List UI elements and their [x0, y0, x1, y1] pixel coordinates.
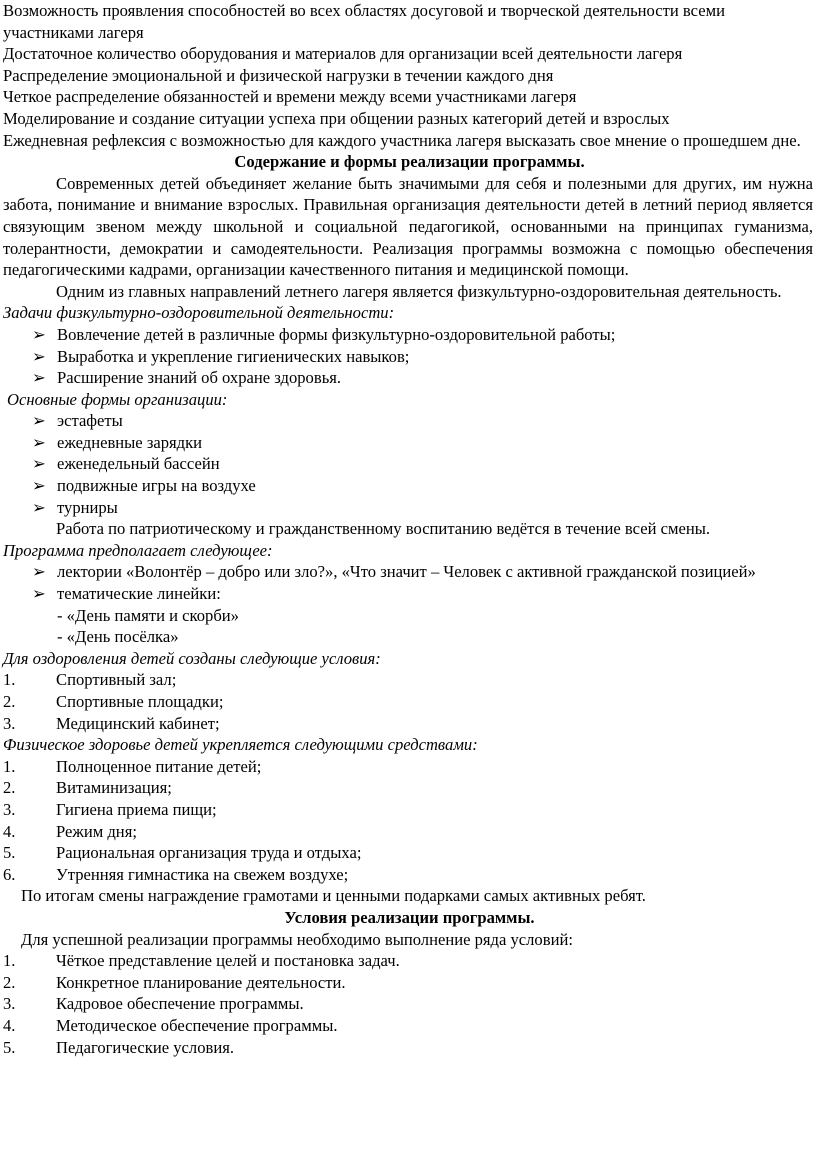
arrow-bullet-icon: ➢	[32, 454, 46, 474]
arrow-bullet-icon: ➢	[32, 368, 46, 388]
implementation-conditions-list	[3, 950, 816, 1058]
forms-title: Основные формы организации:	[7, 389, 228, 409]
patriotic-line: Работа по патриотическому и гражданственному воспитанию ведётся в течение всей смены.	[56, 519, 711, 539]
awards-line: По итогам смены награждение грамотами и ценными подарками самых активных ребят.	[21, 886, 646, 906]
list-item: ➢ тематические линейки:	[32, 584, 221, 604]
conditions-list	[3, 669, 816, 734]
means-list	[3, 756, 816, 886]
list-item: 5. Рациональная организация труда и отдыха;	[3, 843, 362, 863]
lineup-item: - «День памяти и скорби»	[57, 605, 239, 625]
section-heading-content-forms: Содержание и формы реализации программы.	[234, 152, 585, 172]
list-item: ➢ турниры	[32, 497, 118, 517]
list-item: ➢ лектории «Волонтёр – добро или зло?», «Что значит – Человек с активной гражданской позицией»	[32, 562, 756, 582]
arrow-bullet-icon: ➢	[32, 324, 46, 344]
list-item: ➢ Расширение знаний об охране здоровья.	[32, 368, 342, 388]
program-list	[3, 561, 816, 604]
list-item: 2. Витаминизация;	[3, 778, 172, 798]
arrow-bullet-icon: ➢	[32, 411, 46, 431]
list-item: ➢ Вовлечение детей в различные формы физкультурно-оздоровительной работы;	[32, 324, 616, 344]
arrow-bullet-icon: ➢	[32, 346, 46, 366]
lineup-item: - «День посёлка»	[57, 627, 179, 647]
list-item: 1. Спортивный зал;	[3, 670, 177, 690]
arrow-bullet-icon: ➢	[32, 562, 46, 582]
intro-line-4: Четкое распределение обязанностей и времени между всеми участниками лагеря	[3, 87, 577, 107]
list-item: 6. Утренняя гимнастика на свежем воздухе;	[3, 864, 349, 884]
list-item: ➢ подвижные игры на воздухе	[32, 476, 256, 496]
tasks-title: Задачи физкультурно-оздоровительной деятельности:	[3, 303, 395, 323]
arrow-bullet-icon: ➢	[32, 476, 46, 496]
intro-line-5: Моделирование и создание ситуации успеха при общении разных категорий детей и взрослых	[3, 108, 670, 128]
arrow-bullet-icon: ➢	[32, 584, 46, 604]
list-item: 1. Чёткое представление целей и постановка задач.	[3, 951, 400, 971]
list-item: 2. Спортивные площадки;	[3, 692, 224, 711]
program-title: Программа предполагает следующее:	[3, 540, 273, 560]
section-heading-conditions: Условия реализации программы.	[284, 907, 535, 927]
paragraph-modern-children: Современных детей объединяет желание быть значимыми для себя и полезными для других, им нужна забота, понимание и внимание взрослых. Правильная организация деятельности детей в летний период является связующим звеном между школьной и социальной педагогикой, основанными на принципах гуманизма, толерантности, демократии и самодеятельности. Реализация программы возможна с помощью обеспечения педагогическими кадрами, организации качественного питания и медицинской помощи.	[3, 173, 813, 280]
list-item: ➢ эстафеты	[32, 411, 123, 431]
list-item: 4. Методическое обеспечение программы.	[3, 1015, 338, 1035]
list-item: 3. Кадровое обеспечение программы.	[3, 994, 304, 1014]
paragraph-main-direction: Одним из главных направлений летнего лагеря является физкультурно-оздоровительная деятельность.	[56, 281, 782, 301]
list-item: 5. Педагогические условия.	[3, 1037, 234, 1057]
intro-line-1: Возможность проявления способностей во всех областях досуговой и творческой деятельности всеми участниками лагеря	[3, 1, 725, 42]
list-item: 3. Медицинский кабинет;	[3, 713, 220, 733]
list-item: 1. Полноценное питание детей;	[3, 756, 262, 776]
list-item: ➢ ежедневные зарядки	[32, 432, 203, 452]
list-item: 3. Гигиена приема пищи;	[3, 799, 217, 819]
list-item: 2. Конкретное планирование деятельности.	[3, 972, 346, 992]
intro-line-3: Распределение эмоциональной и физической нагрузки в течении каждого дня	[3, 65, 554, 85]
list-item: ➢ Выработка и укрепление гигиенических навыков;	[32, 346, 410, 366]
conditions-title: Для оздоровления детей созданы следующие условия:	[3, 648, 381, 668]
conditions-intro: Для успешной реализации программы необходимо выполнение ряда условий:	[21, 929, 573, 949]
forms-list	[3, 410, 816, 518]
arrow-bullet-icon: ➢	[32, 432, 46, 452]
intro-line-6: Ежедневная рефлексия с возможностью для каждого участника лагеря высказать свое мнение о прошедшем дне.	[3, 130, 801, 150]
tasks-list	[3, 324, 816, 389]
arrow-bullet-icon: ➢	[32, 497, 46, 517]
list-item: 4. Режим дня;	[3, 821, 137, 841]
list-item: ➢ еженедельный бассейн	[32, 454, 220, 474]
means-title: Физическое здоровье детей укрепляется следующими средствами:	[3, 735, 478, 755]
intro-line-2: Достаточное количество оборудования и материалов для организации всей деятельности лагеря	[3, 44, 683, 64]
